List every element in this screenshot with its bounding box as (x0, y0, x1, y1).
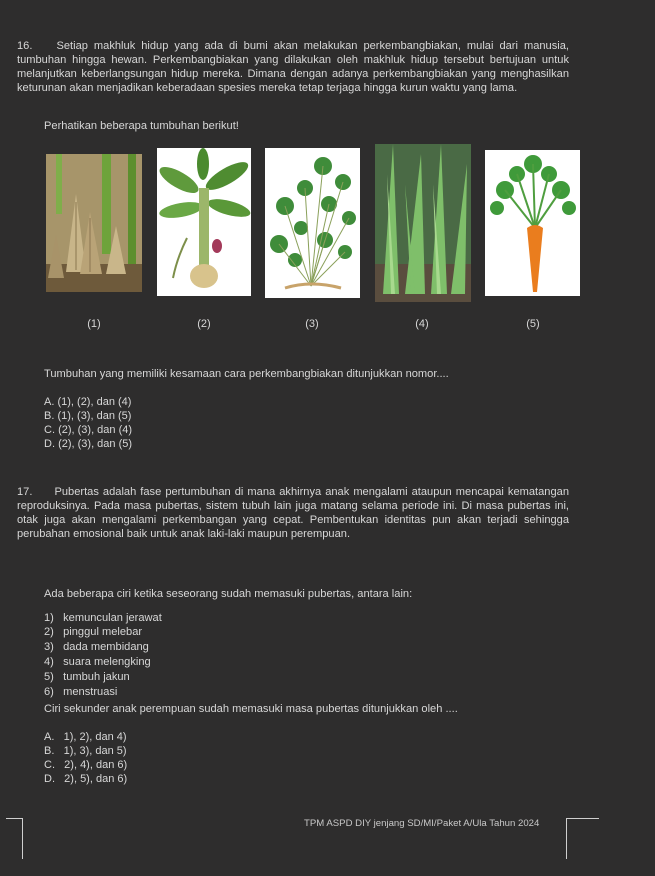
trait-number: 1) (44, 612, 54, 624)
option-letter: A. (44, 396, 55, 408)
page-footer: TPM ASPD DIY jenjang SD/MI/Paket A/Ula Tahun 2024 (304, 818, 540, 829)
option-letter: C. (44, 424, 55, 436)
list-item (44, 671, 130, 684)
question-17-intro: Ada beberapa ciri ketika seseorang sudah memasuki pubertas, antara lain: (44, 588, 413, 600)
water-plant-drawing (265, 148, 360, 298)
question-16-prompt: Tumbuhan yang memiliki kesamaan cara perkembangbiakan ditunjukkan nomor.... (44, 368, 449, 380)
list-item (44, 656, 151, 669)
image-label-2: (2) (197, 318, 211, 330)
crop-mark-right (566, 818, 599, 859)
option-text: 1), 2), dan 4) (63, 731, 127, 743)
option-letter: B. (44, 410, 55, 422)
bamboo-shoots-drawing (46, 154, 142, 292)
list-item (44, 641, 149, 654)
trait-text: dada membidang (63, 641, 149, 653)
trait-text: tumbuh jakun (63, 671, 130, 683)
crop-mark-left (6, 818, 23, 859)
option-text: (2), (3), dan (5) (58, 438, 133, 450)
question-17-number: 17. (17, 486, 33, 498)
question-17-paragraph (17, 486, 569, 542)
question-16-instruction: Perhatikan beberapa tumbuhan berikut! (44, 120, 239, 132)
option-letter: D. (44, 773, 55, 785)
trait-text: kemunculan jerawat (63, 612, 162, 624)
carrot-drawing (485, 150, 580, 296)
image-label-5: (5) (526, 318, 540, 330)
question-16-paragraph (17, 40, 569, 96)
list-item (44, 686, 117, 699)
option-d[interactable] (44, 438, 132, 451)
image-label-3: (3) (305, 318, 319, 330)
banana-plant-image (157, 148, 251, 296)
bamboo-shoots-image (46, 154, 142, 292)
leafy-plant-drawing (375, 144, 471, 302)
option-d[interactable] (44, 773, 127, 786)
option-c[interactable] (44, 424, 132, 437)
trait-number: 4) (44, 656, 54, 668)
trait-text: menstruasi (63, 686, 118, 698)
carrot-image (485, 150, 580, 296)
water-plant-image (265, 148, 360, 298)
question-17-text: Pubertas adalah fase pertumbuhan di mana akhirnya anak mengalami ataupun mencapai kematangan reproduksinya. Pada masa pubertas, sistem tubuh lain juga matang selama periode ini. Di masa pubertas ini, otak juga akan mengalami perkembangan yang cepat. Pembentukan identitas pun akan terjadi sehingga perubahan emosional baik untuk anak laki-laki maupun perempuan. (17, 486, 569, 540)
image-label-1: (1) (87, 318, 101, 330)
list-item (44, 612, 162, 625)
trait-number: 6) (44, 686, 54, 698)
option-letter: A. (44, 731, 55, 743)
image-label-4: (4) (415, 318, 429, 330)
trait-number: 2) (44, 626, 54, 638)
trait-text: suara melengking (63, 656, 151, 668)
option-text: (2), (3), dan (4) (58, 424, 133, 436)
trait-number: 5) (44, 671, 54, 683)
list-item (44, 626, 142, 639)
option-text: (1), (2), dan (4) (57, 396, 132, 408)
option-a[interactable] (44, 731, 127, 744)
banana-plant-drawing (157, 148, 251, 296)
option-text: 2), 5), dan 6) (64, 773, 128, 785)
option-a[interactable] (44, 396, 131, 409)
question-16-number: 16. (17, 40, 33, 52)
option-letter: B. (44, 745, 55, 757)
trait-number: 3) (44, 641, 54, 653)
option-text: (1), (3), dan (5) (57, 410, 132, 422)
option-b[interactable] (44, 410, 131, 423)
option-b[interactable] (44, 745, 127, 758)
question-17-prompt: Ciri sekunder anak perempuan sudah memasuki masa pubertas ditunjukkan oleh .... (44, 703, 458, 715)
option-text: 1), 3), dan 5) (63, 745, 127, 757)
trait-text: pinggul melebar (63, 626, 143, 638)
question-16-text: Setiap makhluk hidup yang ada di bumi akan melakukan perkembangbiakan, mulai dari manusia, tumbuhan hingga hewan. Perkembangbiakan yang dilakukan oleh makhluk hidup tersebut bertujuan untuk melanjutkan keberlangsungan hidup mereka. Dimana dengan adanya perkembangbiakan yang menghasilkan keturunan akan menjadikan keberadaan spesies mereka tetap terjaga hingga kurun waktu yang lama. (17, 40, 569, 94)
option-letter: C. (44, 759, 55, 771)
option-letter: D. (44, 438, 55, 450)
option-c[interactable] (44, 759, 127, 772)
option-text: 2), 4), dan 6) (64, 759, 128, 771)
leafy-plant-image (375, 144, 471, 302)
